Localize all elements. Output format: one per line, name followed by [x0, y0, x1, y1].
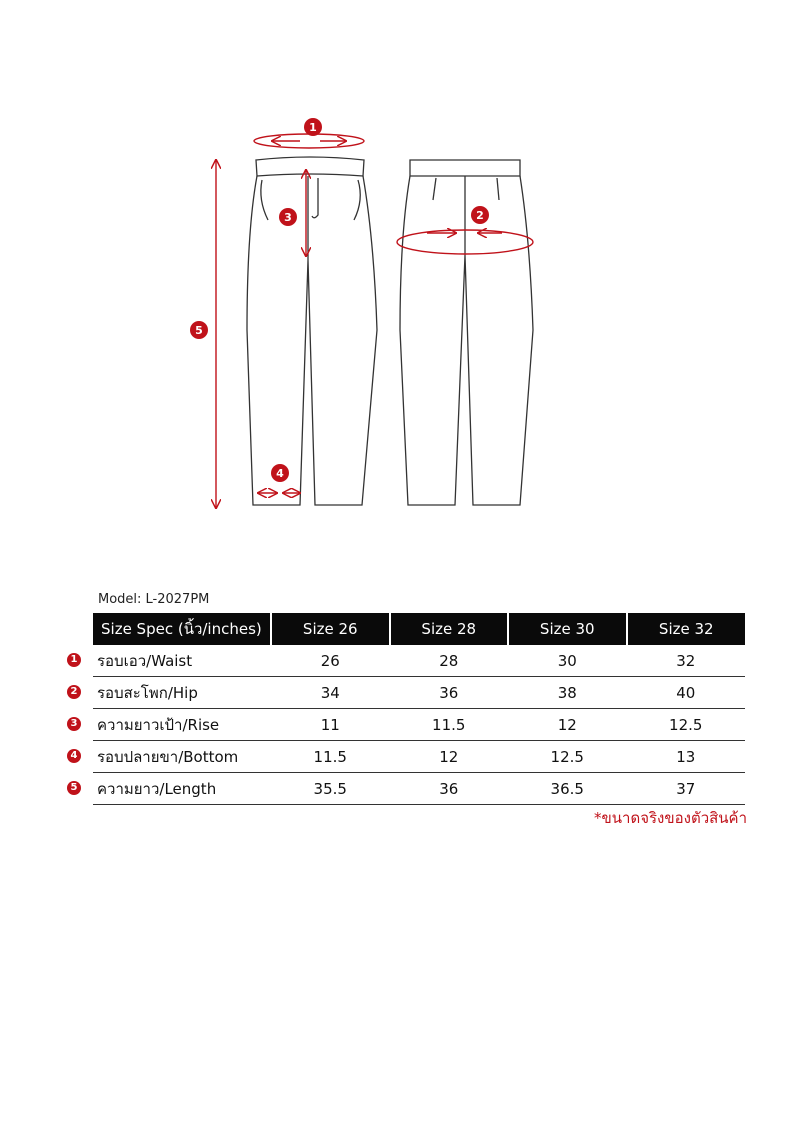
- table-row-rise: [93, 709, 745, 741]
- table-cell: 12: [390, 741, 509, 773]
- header-size-28: Size 28: [390, 613, 509, 645]
- marker-badge-5: [190, 321, 208, 339]
- table-cell: 13: [627, 741, 746, 773]
- table-cell: 35.5: [271, 773, 390, 805]
- measurement-lines: [216, 134, 533, 508]
- table-cell: 28: [390, 645, 509, 677]
- row-label-text: รอบเอว/Waist: [97, 651, 193, 670]
- row-badge: 3: [67, 717, 81, 731]
- row-label-text: รอบสะโพก/Hip: [97, 683, 198, 702]
- table-cell: 12.5: [627, 709, 746, 741]
- header-size-32: Size 32: [627, 613, 746, 645]
- model-label: Model: L-2027PM: [98, 592, 210, 607]
- table-row-hip: [93, 677, 745, 709]
- marker-badge-3: [279, 208, 297, 226]
- row-label-text: รอบปลายขา/Bottom: [97, 747, 239, 766]
- marker-badge-2: [471, 206, 489, 224]
- header-size-26: Size 26: [271, 613, 390, 645]
- row-label-waist: [70, 645, 271, 677]
- row-label-hip: [70, 677, 271, 709]
- table-cell: 12.5: [508, 741, 627, 773]
- row-badge: 5: [67, 781, 81, 795]
- svg-text:5: 5: [195, 324, 203, 337]
- row-badge: 4: [67, 749, 81, 763]
- table-row-length: [93, 773, 745, 805]
- table-cell: 11.5: [271, 741, 390, 773]
- table-cell: 32: [627, 645, 746, 677]
- table-cell: 36: [390, 677, 509, 709]
- table-cell: 37: [627, 773, 746, 805]
- svg-text:2: 2: [476, 209, 484, 222]
- table-row-waist: [93, 645, 745, 677]
- svg-text:1: 1: [309, 121, 317, 134]
- row-label-bottom: [70, 741, 271, 773]
- row-label-rise: [70, 709, 271, 741]
- svg-text:3: 3: [284, 211, 292, 224]
- header-size-30: Size 30: [508, 613, 627, 645]
- table-cell: 26: [271, 645, 390, 677]
- table-cell: 36: [390, 773, 509, 805]
- table-header-row: [93, 613, 745, 645]
- size-spec-table: [70, 613, 745, 805]
- table-cell: 11: [271, 709, 390, 741]
- actual-size-note: *ขนาดจริงของตัวสินค้า: [594, 809, 747, 827]
- table-cell: 11.5: [390, 709, 509, 741]
- table-cell: 36.5: [508, 773, 627, 805]
- row-label-text: ความยาว/Length: [97, 779, 217, 798]
- back-view-pants: [400, 160, 533, 505]
- table-row-bottom: [93, 741, 745, 773]
- table-cell: 12: [508, 709, 627, 741]
- front-view-pants: [247, 157, 377, 505]
- table-cell: 38: [508, 677, 627, 709]
- table-cell: 34: [271, 677, 390, 709]
- table-cell: 30: [508, 645, 627, 677]
- row-label-length: [70, 773, 271, 805]
- header-size-spec: Size Spec (นิ้ว/inches): [93, 613, 271, 645]
- svg-text:4: 4: [276, 467, 284, 480]
- marker-badge-4: [271, 464, 289, 482]
- row-label-text: ความยาวเป้า/Rise: [97, 715, 220, 734]
- row-badge: 2: [67, 685, 81, 699]
- marker-badge-1: [304, 118, 322, 136]
- row-badge: 1: [67, 653, 81, 667]
- pants-measurement-diagram: [0, 0, 800, 540]
- table-cell: 40: [627, 677, 746, 709]
